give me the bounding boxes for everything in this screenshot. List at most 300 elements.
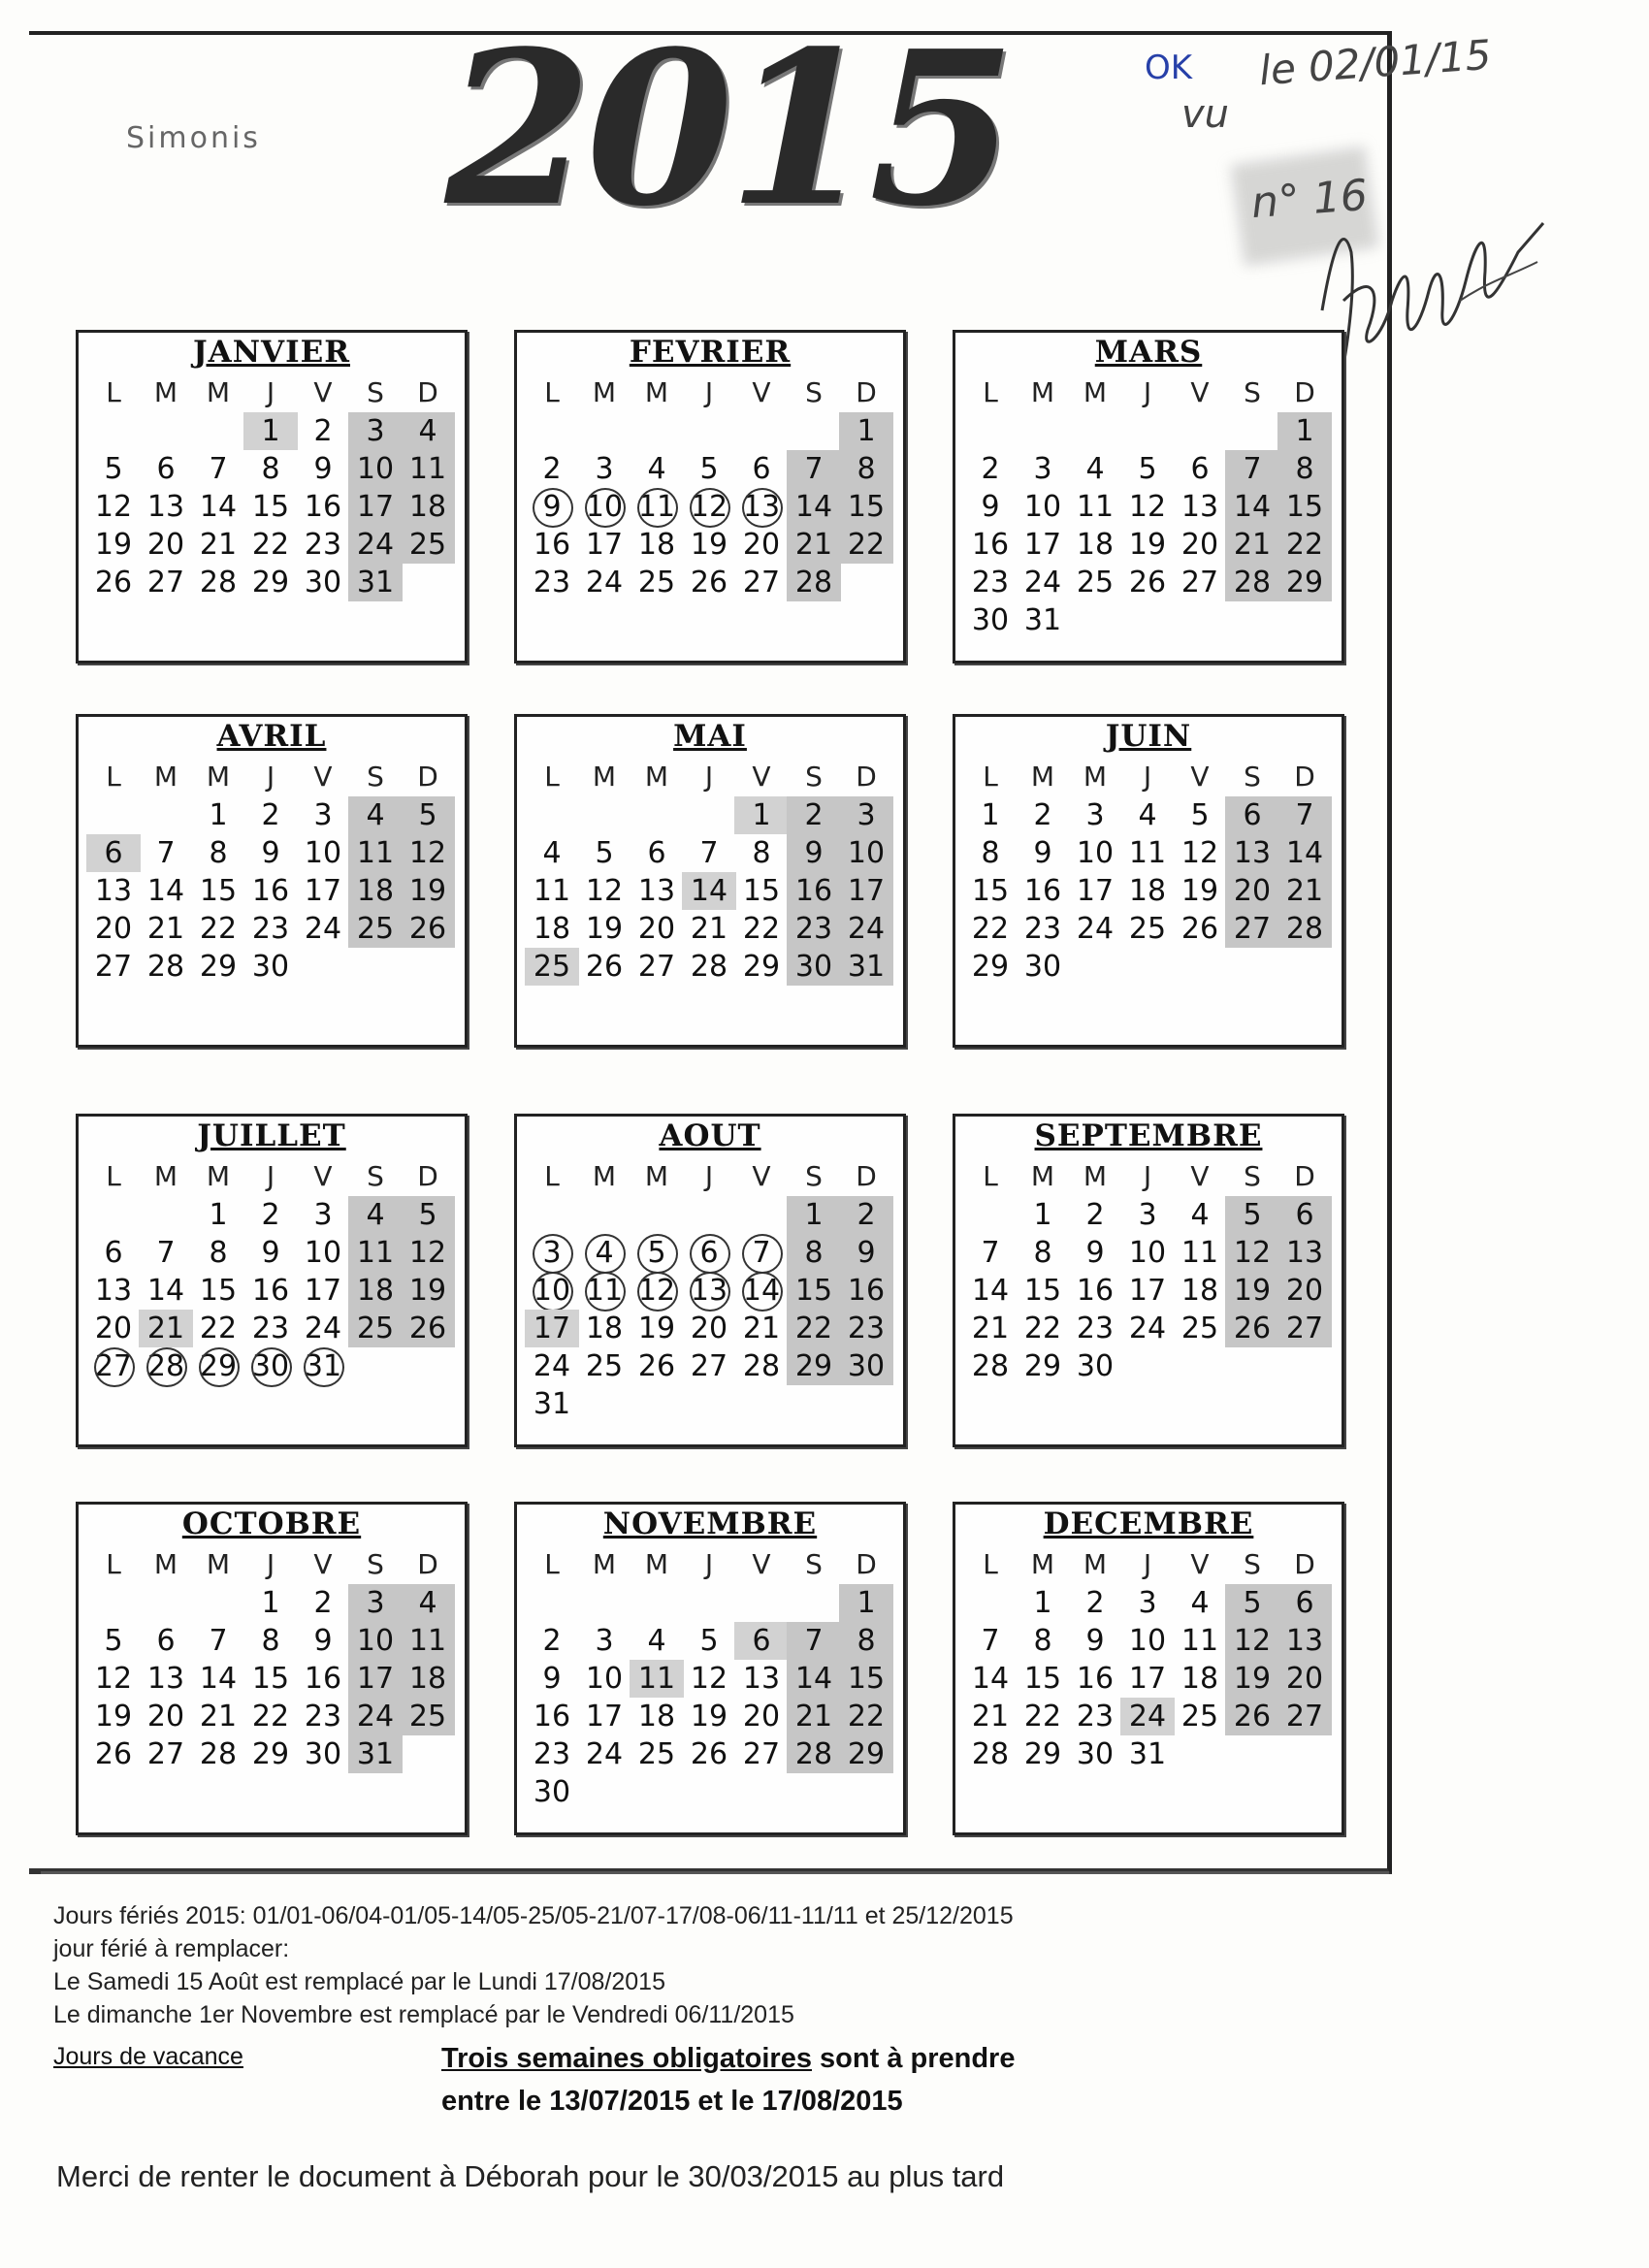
day-cell: 27 (690, 1349, 728, 1383)
signature (1314, 184, 1547, 427)
day-cell: 2 (1085, 1198, 1105, 1232)
day-cell: 11 (1180, 1236, 1219, 1270)
weekday-header: V (1190, 1160, 1210, 1192)
day-cell: 20 (146, 1700, 185, 1733)
day-cell: 23 (533, 566, 571, 599)
day-cell: 16 (533, 528, 571, 562)
day-cell: 30 (243, 1347, 298, 1385)
day-cell: 22 (1277, 526, 1332, 564)
day-cell: 24 (1120, 1698, 1175, 1735)
weekday-header: M (644, 376, 669, 408)
day-cell: 4 (401, 1584, 455, 1622)
month-title: JUIN (1105, 719, 1192, 754)
day-cell: 13 (637, 874, 676, 908)
replace-note-1: Le Samedi 15 Août est remplacé par le Lundi 17/08/2015 (53, 1968, 665, 1995)
day-cell: 24 (585, 1737, 624, 1771)
day-cell: 19 (401, 872, 455, 910)
month-avril (76, 714, 468, 1048)
day-cell: 28 (742, 1349, 781, 1383)
day-cell: 4 (348, 796, 403, 834)
weekday-header: M (206, 1160, 231, 1192)
day-cell: 31 (296, 1347, 350, 1385)
weekday-header: L (983, 1548, 998, 1580)
day-cell: 7 (981, 1236, 1000, 1270)
weekday-header: M (1030, 1160, 1055, 1192)
weekday-header: S (367, 1160, 384, 1192)
day-cell: 8 (787, 1234, 841, 1272)
day-cell: 22 (839, 1698, 893, 1735)
day-cell: 2 (313, 1586, 333, 1620)
month-title: FEVRIER (629, 335, 792, 370)
day-cell: 21 (1277, 872, 1332, 910)
day-cell: 5 (595, 836, 614, 870)
day-cell: 18 (1180, 1274, 1219, 1308)
day-cell: 22 (1023, 1312, 1062, 1345)
weekday-header: M (1030, 376, 1055, 408)
day-cell: 5 (401, 796, 455, 834)
day-cell: 15 (742, 874, 781, 908)
day-cell: 24 (1023, 566, 1062, 599)
day-cell: 13 (1180, 490, 1219, 524)
day-cell: 18 (637, 1700, 676, 1733)
day-cell: 2 (839, 1196, 893, 1234)
day-cell: 28 (146, 950, 185, 984)
day-cell: 19 (585, 912, 624, 946)
circled-day-mark (637, 1272, 678, 1312)
day-cell: 13 (742, 1662, 781, 1696)
month-fevrier (514, 330, 906, 664)
day-cell: 10 (304, 836, 342, 870)
day-cell: 25 (348, 1310, 403, 1347)
day-cell: 9 (981, 490, 1000, 524)
day-cell: 2 (981, 452, 1000, 486)
day-cell: 11 (533, 874, 571, 908)
day-cell: 1 (209, 1198, 228, 1232)
day-cell: 20 (146, 528, 185, 562)
day-cell: 11 (577, 1272, 631, 1310)
day-cell: 12 (630, 1272, 684, 1310)
month-janvier (76, 330, 468, 664)
vacation-text (441, 2037, 1015, 2122)
day-cell: 28 (787, 1735, 841, 1773)
day-cell: 1 (243, 412, 298, 450)
weekday-header: M (153, 376, 178, 408)
day-cell: 18 (1180, 1662, 1219, 1696)
weekday-header: D (856, 1160, 877, 1192)
weekday-header: L (544, 376, 560, 408)
day-cell: 17 (348, 488, 403, 526)
day-cell: 10 (348, 450, 403, 488)
day-cell: 28 (199, 566, 238, 599)
day-cell: 3 (313, 1198, 333, 1232)
day-cell: 15 (839, 488, 893, 526)
day-cell: 9 (525, 488, 579, 526)
day-cell: 29 (787, 1347, 841, 1385)
vacation-bold-rest: sont à prendre (811, 2043, 1016, 2074)
day-cell: 14 (146, 874, 185, 908)
day-cell: 26 (585, 950, 624, 984)
day-cell: 3 (313, 798, 333, 832)
day-cell: 18 (637, 528, 676, 562)
day-cell: 19 (690, 1700, 728, 1733)
weekday-header: J (1143, 376, 1152, 408)
day-cell: 17 (348, 1660, 403, 1698)
day-cell: 14 (199, 490, 238, 524)
weekday-header: V (1190, 376, 1210, 408)
day-cell: 10 (525, 1272, 579, 1310)
day-cell: 8 (839, 450, 893, 488)
weekday-header: L (544, 761, 560, 793)
day-cell: 9 (261, 1236, 280, 1270)
month-title: SEPTEMBRE (1034, 1118, 1263, 1153)
day-cell: 14 (734, 1272, 789, 1310)
day-cell: 18 (348, 872, 403, 910)
weekday-header: J (266, 1548, 275, 1580)
day-cell: 17 (1023, 528, 1062, 562)
day-cell: 6 (156, 1624, 176, 1658)
day-cell: 7 (209, 452, 228, 486)
day-cell: 1 (734, 796, 789, 834)
handwritten-date: le 02/01/15 (1257, 30, 1493, 95)
day-cell: 20 (94, 1312, 133, 1345)
month-title: MARS (1094, 335, 1203, 370)
day-cell: 21 (742, 1312, 781, 1345)
day-cell: 25 (401, 1698, 455, 1735)
day-cell: 15 (199, 874, 238, 908)
weekday-header: M (1083, 761, 1108, 793)
day-cell: 6 (647, 836, 666, 870)
weekday-header: V (313, 1160, 333, 1192)
day-cell: 14 (787, 1660, 841, 1698)
day-cell: 20 (1277, 1660, 1332, 1698)
day-cell: 27 (146, 566, 185, 599)
day-cell: 26 (690, 1737, 728, 1771)
day-cell: 28 (199, 1737, 238, 1771)
day-cell: 5 (1225, 1584, 1279, 1622)
day-cell: 28 (971, 1737, 1010, 1771)
day-cell: 15 (839, 1660, 893, 1698)
day-cell: 2 (1033, 798, 1052, 832)
day-cell: 16 (1076, 1662, 1115, 1696)
day-cell: 19 (637, 1312, 676, 1345)
day-cell: 29 (971, 950, 1010, 984)
day-cell: 2 (1085, 1586, 1105, 1620)
day-cell: 14 (146, 1274, 185, 1308)
day-cell: 13 (1277, 1622, 1332, 1660)
weekday-header: J (704, 761, 714, 793)
day-cell: 22 (199, 1312, 238, 1345)
day-cell: 10 (1023, 490, 1062, 524)
day-cell: 4 (577, 1234, 631, 1272)
weekday-header: L (983, 1160, 998, 1192)
circled-day-mark (585, 1234, 626, 1274)
weekday-header: M (592, 761, 617, 793)
day-cell: 10 (585, 1662, 624, 1696)
day-cell: 9 (1085, 1624, 1105, 1658)
weekday-header: V (313, 376, 333, 408)
weekday-header: M (153, 1160, 178, 1192)
weekday-header: D (1294, 1548, 1315, 1580)
day-cell: 4 (348, 1196, 403, 1234)
day-cell: 8 (209, 1236, 228, 1270)
circled-day-mark (146, 1347, 187, 1387)
weekday-header: J (704, 1548, 714, 1580)
month-juin (953, 714, 1344, 1048)
weekday-header: D (417, 761, 438, 793)
day-cell: 25 (1128, 912, 1167, 946)
replace-title: jour férié à remplacer: (53, 1935, 290, 1962)
circled-day-mark (742, 488, 783, 528)
day-cell: 16 (1023, 874, 1062, 908)
day-cell: 13 (146, 1662, 185, 1696)
circled-day-mark (199, 1347, 240, 1387)
weekday-header: V (1190, 761, 1210, 793)
day-cell: 12 (1128, 490, 1167, 524)
day-cell: 22 (787, 1310, 841, 1347)
day-cell: 26 (1225, 1310, 1279, 1347)
day-cell: 12 (401, 1234, 455, 1272)
weekday-header: S (1244, 1160, 1261, 1192)
day-cell: 17 (585, 1700, 624, 1733)
day-cell: 17 (839, 872, 893, 910)
weekday-header: J (704, 376, 714, 408)
day-cell: 13 (1225, 834, 1279, 872)
day-cell: 8 (752, 836, 771, 870)
day-cell: 28 (1225, 564, 1279, 601)
holidays-note: Jours fériés 2015: 01/01-06/04-01/05-14/05-25/05-21/07-17/08-06/11-11/11 et 25/12/2015 (53, 1902, 1014, 1929)
day-cell: 8 (261, 1624, 280, 1658)
day-cell: 24 (533, 1349, 571, 1383)
day-cell: 30 (251, 950, 290, 984)
weekday-header: M (1083, 1548, 1108, 1580)
day-cell: 11 (1180, 1624, 1219, 1658)
day-cell: 3 (348, 1584, 403, 1622)
day-cell: 3 (595, 1624, 614, 1658)
day-cell: 19 (401, 1272, 455, 1310)
vacation-label: Jours de vacance (53, 2043, 243, 2070)
day-cell: 10 (1128, 1236, 1167, 1270)
weekday-header: S (805, 1160, 823, 1192)
day-cell: 25 (348, 910, 403, 948)
day-cell: 5 (1138, 452, 1157, 486)
circled-day-mark (637, 488, 678, 528)
handwritten-ok: OK (1145, 49, 1193, 87)
weekday-header: M (592, 1160, 617, 1192)
weekday-header: S (367, 1548, 384, 1580)
weekday-header: J (1143, 761, 1152, 793)
weekday-header: S (1244, 1548, 1261, 1580)
day-cell: 14 (199, 1662, 238, 1696)
weekday-header: L (106, 1160, 121, 1192)
day-cell: 17 (525, 1310, 579, 1347)
circled-day-mark (304, 1347, 344, 1387)
weekday-header: D (417, 1548, 438, 1580)
month-novembre (514, 1502, 906, 1835)
handwritten-vu: vu (1181, 92, 1230, 137)
day-cell: 29 (839, 1735, 893, 1773)
day-cell: 26 (94, 1737, 133, 1771)
day-cell: 21 (787, 1698, 841, 1735)
day-cell: 26 (637, 1349, 676, 1383)
weekday-header: L (106, 1548, 121, 1580)
day-cell: 7 (156, 836, 176, 870)
day-cell: 18 (401, 488, 455, 526)
vacation-row (53, 2037, 1314, 2115)
day-cell: 11 (630, 1660, 684, 1698)
day-cell: 1 (209, 798, 228, 832)
weekday-header: V (313, 1548, 333, 1580)
day-cell: 6 (1190, 452, 1210, 486)
day-cell: 7 (209, 1624, 228, 1658)
day-cell: 31 (348, 1735, 403, 1773)
day-cell: 2 (313, 414, 333, 448)
day-cell: 3 (1138, 1198, 1157, 1232)
day-cell: 13 (1277, 1234, 1332, 1272)
day-cell: 29 (191, 1347, 245, 1385)
circled-day-mark (690, 1234, 730, 1274)
weekday-header: D (856, 1548, 877, 1580)
month-aout (514, 1114, 906, 1447)
weekday-header: D (417, 1160, 438, 1192)
day-cell: 6 (734, 1622, 789, 1660)
day-cell: 14 (1277, 834, 1332, 872)
day-cell: 20 (637, 912, 676, 946)
day-cell: 6 (104, 1236, 123, 1270)
day-cell: 29 (251, 566, 290, 599)
day-cell: 20 (742, 1700, 781, 1733)
day-cell: 5 (699, 1624, 719, 1658)
weekday-header: J (266, 376, 275, 408)
day-cell: 21 (787, 526, 841, 564)
weekday-header: L (106, 376, 121, 408)
day-cell: 21 (199, 528, 238, 562)
circled-day-mark (742, 1272, 783, 1312)
vacation-bold-underlined: Trois semaines obligatoires (441, 2043, 812, 2074)
day-cell: 23 (839, 1310, 893, 1347)
weekday-header: D (1294, 761, 1315, 793)
day-cell: 20 (690, 1312, 728, 1345)
day-cell: 2 (787, 796, 841, 834)
day-cell: 7 (787, 450, 841, 488)
day-cell: 15 (1023, 1274, 1062, 1308)
day-cell: 4 (1085, 452, 1105, 486)
weekday-header: M (1083, 376, 1108, 408)
day-cell: 21 (1225, 526, 1279, 564)
day-cell: 3 (525, 1234, 579, 1272)
circled-day-mark (637, 1234, 678, 1274)
day-cell: 20 (1277, 1272, 1332, 1310)
day-cell: 9 (261, 836, 280, 870)
day-cell: 15 (971, 874, 1010, 908)
weekday-header: S (367, 376, 384, 408)
day-cell: 15 (251, 1662, 290, 1696)
day-cell: 3 (839, 796, 893, 834)
weekday-header: M (206, 1548, 231, 1580)
weekday-header: M (206, 376, 231, 408)
month-title: OCTOBRE (181, 1507, 362, 1541)
day-cell: 9 (1033, 836, 1052, 870)
day-cell: 16 (533, 1700, 571, 1733)
day-cell: 22 (199, 912, 238, 946)
day-cell: 1 (1033, 1586, 1052, 1620)
day-cell: 30 (304, 566, 342, 599)
day-cell: 17 (304, 1274, 342, 1308)
day-cell: 10 (348, 1622, 403, 1660)
day-cell: 31 (1023, 603, 1062, 637)
day-cell: 8 (261, 452, 280, 486)
day-cell: 10 (1128, 1624, 1167, 1658)
day-cell: 23 (787, 910, 841, 948)
day-cell: 14 (787, 488, 841, 526)
weekday-header: D (856, 376, 877, 408)
day-cell: 24 (839, 910, 893, 948)
day-cell: 14 (971, 1274, 1010, 1308)
day-cell: 26 (94, 566, 133, 599)
day-cell: 8 (1033, 1624, 1052, 1658)
day-cell: 27 (1180, 566, 1219, 599)
weekday-header: M (592, 1548, 617, 1580)
weekday-header: L (983, 376, 998, 408)
day-cell: 11 (348, 1234, 403, 1272)
month-juillet (76, 1114, 468, 1447)
day-cell: 13 (94, 874, 133, 908)
day-cell: 26 (1128, 566, 1167, 599)
day-cell: 27 (86, 1347, 141, 1385)
day-cell: 6 (86, 834, 141, 872)
day-cell: 16 (971, 528, 1010, 562)
day-cell: 19 (1225, 1660, 1279, 1698)
day-cell: 25 (401, 526, 455, 564)
day-cell: 25 (1180, 1312, 1219, 1345)
day-cell: 20 (1180, 528, 1219, 562)
day-cell: 4 (1138, 798, 1157, 832)
day-cell: 10 (839, 834, 893, 872)
day-cell: 21 (199, 1700, 238, 1733)
day-cell: 28 (139, 1347, 193, 1385)
weekday-header: J (266, 761, 275, 793)
weekday-header: D (417, 376, 438, 408)
circled-day-mark (94, 1347, 135, 1387)
day-cell: 18 (585, 1312, 624, 1345)
day-cell: 7 (981, 1624, 1000, 1658)
day-cell: 9 (313, 452, 333, 486)
day-cell: 11 (348, 834, 403, 872)
day-cell: 13 (146, 490, 185, 524)
day-cell: 29 (742, 950, 781, 984)
day-cell: 3 (1138, 1586, 1157, 1620)
day-cell: 27 (1225, 910, 1279, 948)
day-cell: 19 (690, 528, 728, 562)
day-cell: 18 (401, 1660, 455, 1698)
day-cell: 17 (585, 528, 624, 562)
day-cell: 24 (1076, 912, 1115, 946)
day-cell: 1 (839, 412, 893, 450)
day-cell: 23 (251, 912, 290, 946)
day-cell: 5 (104, 452, 123, 486)
day-cell: 16 (251, 874, 290, 908)
day-cell: 12 (690, 1662, 728, 1696)
month-title: MAI (673, 719, 747, 754)
weekday-header: S (1244, 376, 1261, 408)
day-cell: 2 (261, 798, 280, 832)
day-cell: 10 (1076, 836, 1115, 870)
day-cell: 10 (304, 1236, 342, 1270)
day-cell: 23 (1076, 1312, 1115, 1345)
weekday-header: S (367, 761, 384, 793)
day-cell: 18 (533, 912, 571, 946)
day-cell: 6 (682, 1234, 736, 1272)
day-cell: 24 (304, 912, 342, 946)
